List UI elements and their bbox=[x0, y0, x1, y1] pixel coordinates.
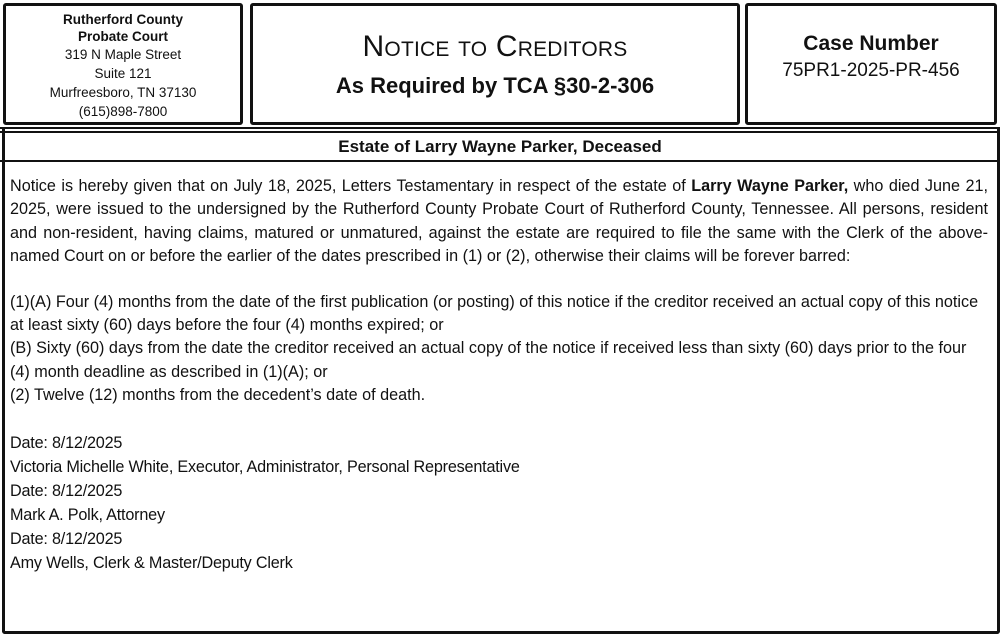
signature-signer: Mark A. Polk, Attorney bbox=[10, 505, 165, 524]
court-info-box bbox=[3, 3, 243, 125]
notice-subtitle: As Required by TCA §30-2-306 bbox=[335, 73, 655, 98]
provision-2: (2) Twelve (12) months from the decedent’s date of death. bbox=[10, 386, 426, 405]
signature-date: Date: 8/12/2025 bbox=[10, 433, 123, 452]
notice-title: Notice to Creditors bbox=[362, 30, 628, 63]
court-name-line2: Probate Court bbox=[77, 29, 168, 44]
court-street: 319 N Maple Street bbox=[64, 47, 182, 62]
signature-block bbox=[10, 431, 988, 575]
signature-signer: Victoria Michelle White, Executor, Administrator, Personal Representative bbox=[10, 457, 520, 476]
decedent-name: Larry Wayne Parker, bbox=[691, 177, 849, 195]
signature-date: Date: 8/12/2025 bbox=[10, 481, 123, 500]
court-suite: Suite 121 bbox=[94, 66, 152, 81]
court-city: Murfreesboro, TN 37130 bbox=[49, 85, 197, 100]
provisions-list bbox=[10, 291, 988, 408]
intro-text-before: Notice is hereby given that on July 18, 2025, Letters Testamentary in respect of the estate of bbox=[10, 177, 692, 195]
notice-body bbox=[10, 175, 988, 575]
signature-date: Date: 8/12/2025 bbox=[10, 529, 123, 548]
intro-text-after: who died June 21, 2025, were issued to the undersigned by the Rutherford County Probate Court of Rutherford County, Tennessee. All persons, resident and non-resident, having claims, matured or unmatured, against the estate are required to file the same with the Clerk of the above-named Court on or before the earlier of the dates prescribed in (1) or (2), otherwise their claims will be forever barred: bbox=[10, 177, 988, 266]
case-number-box bbox=[745, 3, 997, 125]
provision-1b: (B) Sixty (60) days from the date the creditor received an actual copy of the notice if received less than sixty (60) days prior to the four (4) month deadline as described in (1)(A); or bbox=[10, 339, 967, 381]
notice-title-box bbox=[250, 3, 740, 125]
provision-1a: (1)(A) Four (4) months from the date of the first publication (or posting) of this notice if the creditor received an actual copy of this notice at least sixty (60) days before the four (4) months expired; or bbox=[10, 292, 979, 335]
court-name-line1: Rutherford County bbox=[63, 12, 183, 27]
notice-intro bbox=[10, 175, 988, 269]
case-number-value: 75PR1-2025-PR-456 bbox=[782, 60, 960, 81]
signature-signer: Amy Wells, Clerk & Master/Deputy Clerk bbox=[10, 553, 293, 572]
court-phone: (615)898-7800 bbox=[78, 104, 168, 119]
estate-heading: Estate of Larry Wayne Parker, Deceased bbox=[0, 131, 1000, 162]
case-number-label: Case Number bbox=[803, 32, 939, 55]
